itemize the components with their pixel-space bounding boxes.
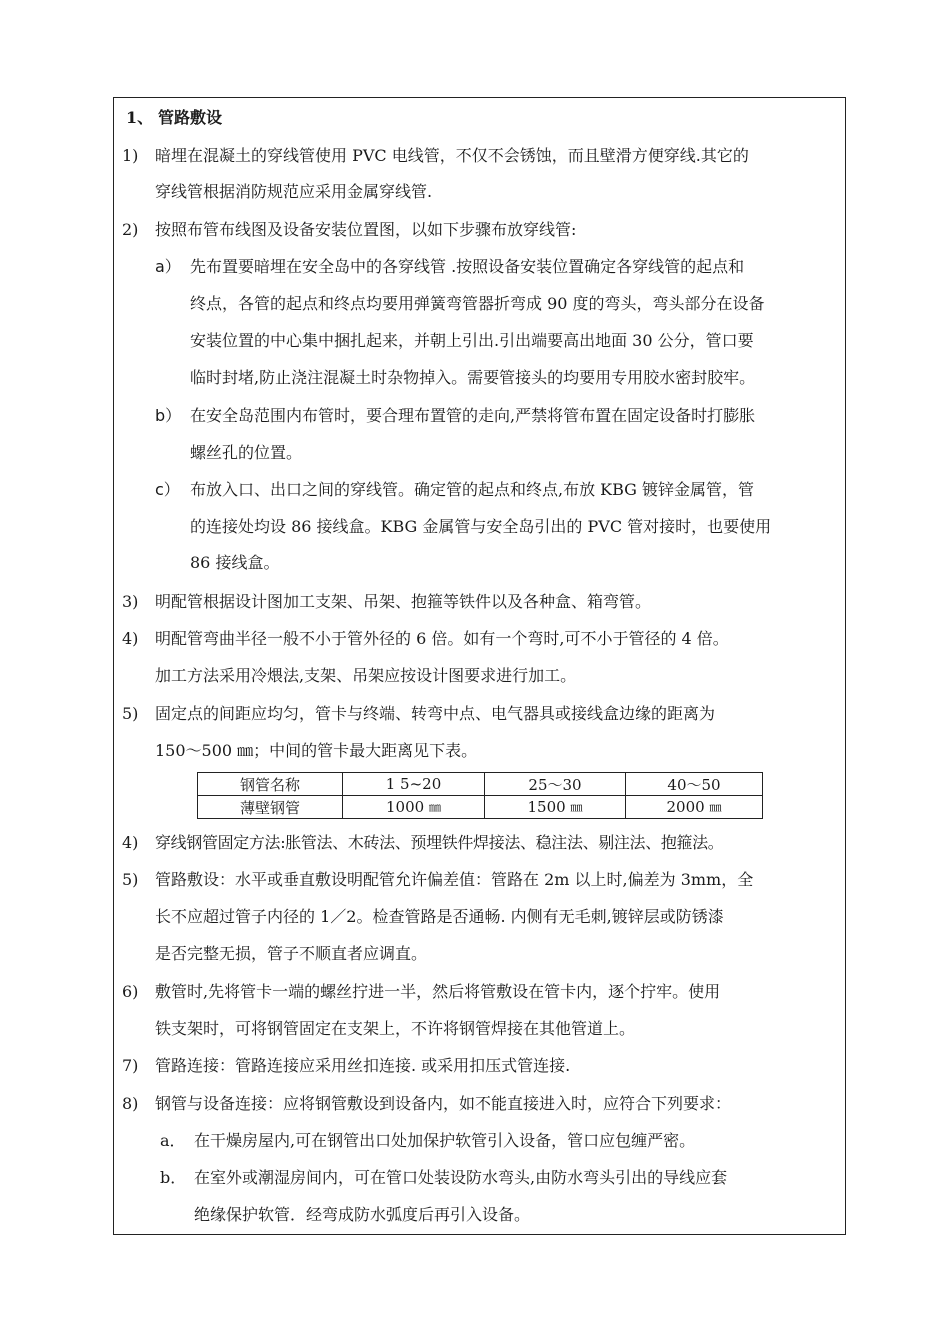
table-cell: 钢管名称 bbox=[198, 773, 343, 796]
table-cell: 1000 ㎜ bbox=[343, 796, 485, 819]
item-number: 3) bbox=[122, 592, 139, 611]
subitem-text: 安装位置的中心集中捆扎起来，并朝上引出.引出端要高出地面 30 公分，管口要 bbox=[190, 331, 754, 350]
pipe-clamp-spacing-table bbox=[197, 772, 763, 819]
subitem-text: 在安全岛范围内布管时，要合理布置管的走向,严禁将管布置在固定设备时打膨胀 bbox=[190, 406, 756, 425]
subitem-number: a． bbox=[160, 1131, 186, 1150]
heading-number: 1、 bbox=[126, 108, 154, 127]
item-text: 长不应超过管子内径的 1／2。检查管路是否通畅. 内侧有无毛刺,镀锌层或防锈漆 bbox=[155, 907, 724, 926]
subitem-text: 先布置要暗埋在安全岛中的各穿线管 .按照设备安装位置确定各穿线管的起点和 bbox=[190, 257, 745, 276]
item-text: 敷管时,先将管卡一端的螺丝拧进一半，然后将管敷设在管卡内，逐个拧牢。使用 bbox=[155, 982, 721, 1001]
table-cell: 1500 ㎜ bbox=[485, 796, 626, 819]
table-row bbox=[198, 796, 763, 819]
subitem-text: 86 接线盒。 bbox=[190, 553, 280, 572]
table-cell: 25～30 bbox=[485, 773, 626, 796]
item-number: 1) bbox=[122, 146, 139, 165]
item-text: 明配管弯曲半径一般不小于管外径的 6 倍。如有一个弯时,可不小于管径的 4 倍。 bbox=[155, 629, 729, 648]
item-text: 暗埋在混凝土的穿线管使用 PVC 电线管，不仅不会锈蚀，而且壁滑方便穿线.其它的 bbox=[155, 146, 749, 165]
heading-title: 管路敷设 bbox=[158, 108, 223, 127]
item-text: 明配管根据设计图加工支架、吊架、抱箍等铁件以及各种盒、箱弯管。 bbox=[155, 592, 652, 611]
item-number: 5) bbox=[122, 870, 139, 889]
table-cell: 薄壁钢管 bbox=[198, 796, 343, 819]
table-header-row bbox=[198, 773, 763, 796]
subitem-number: b． bbox=[160, 1168, 187, 1187]
subitem-text: 的连接处均设 86 接线盒。KBG 金属管与安全岛引出的 PVC 管对接时，也要使用 bbox=[190, 517, 772, 536]
item-text: 150～500 ㎜；中间的管卡最大距离见下表。 bbox=[155, 741, 478, 760]
subitem-text: 终点，各管的起点和终点均要用弹簧弯管器折弯成 90 度的弯头，弯头部分在设备 bbox=[190, 294, 765, 313]
subitem-text: 临时封堵,防止浇注混凝土时杂物掉入。需要管接头的均要用专用胶水密封胶牢。 bbox=[190, 368, 756, 387]
item-number: 4) bbox=[122, 833, 139, 852]
item-text: 是否完整无损，管子不顺直者应调直。 bbox=[155, 944, 428, 963]
item-number: 4) bbox=[122, 629, 139, 648]
subitem-text: 绝缘保护软管．经弯成防水弧度后再引入设备。 bbox=[194, 1205, 531, 1224]
subitem-text: 在干燥房屋内,可在钢管出口处加保护软管引入设备，管口应包缠严密。 bbox=[194, 1131, 696, 1150]
item-number: 5) bbox=[122, 704, 139, 723]
table-cell: 2000 ㎜ bbox=[626, 796, 763, 819]
subitem-number: a） bbox=[155, 257, 181, 276]
item-text: 加工方法采用冷煨法,支架、吊架应按设计图要求进行加工。 bbox=[155, 666, 577, 685]
item-text: 固定点的间距应均匀，管卡与终端、转弯中点、电气器具或接线盒边缘的距离为 bbox=[155, 704, 716, 723]
item-number: 8) bbox=[122, 1094, 139, 1113]
item-text: 穿线管根据消防规范应采用金属穿线管. bbox=[155, 182, 433, 201]
item-text: 铁支架时，可将钢管固定在支架上，不许将钢管焊接在其他管道上。 bbox=[155, 1019, 636, 1038]
item-text: 管路敷设：水平或垂直敷设明配管允许偏差值：管路在 2m 以上时,偏差为 3mm，全 bbox=[155, 870, 754, 889]
item-text: 管路连接：管路连接应采用丝扣连接. 或采用扣压式管连接. bbox=[155, 1056, 571, 1075]
table-cell: 40～50 bbox=[626, 773, 763, 796]
item-text: 钢管与设备连接：应将钢管敷设到设备内，如不能直接进入时，应符合下列要求： bbox=[155, 1094, 732, 1113]
table-cell: 1 5~20 bbox=[343, 773, 485, 796]
item-text: 按照布管布线图及设备安装位置图，以如下步骤布放穿线管: bbox=[155, 220, 577, 239]
subitem-number: c） bbox=[155, 480, 180, 499]
item-number: 6) bbox=[122, 982, 139, 1001]
item-number: 2) bbox=[122, 220, 139, 239]
item-number: 7) bbox=[122, 1056, 139, 1075]
subitem-text: 布放入口、出口之间的穿线管。确定管的起点和终点,布放 KBG 镀锌金属管，管 bbox=[190, 480, 755, 499]
item-text: 穿线钢管固定方法:胀管法、木砖法、预埋铁件焊接法、稳注法、剔注法、抱箍法。 bbox=[155, 833, 724, 852]
subitem-text: 螺丝孔的位置。 bbox=[190, 443, 303, 462]
subitem-text: 在室外或潮湿房间内，可在管口处装设防水弯头,由防水弯头引出的导线应套 bbox=[194, 1168, 728, 1187]
subitem-number: b） bbox=[155, 406, 182, 425]
